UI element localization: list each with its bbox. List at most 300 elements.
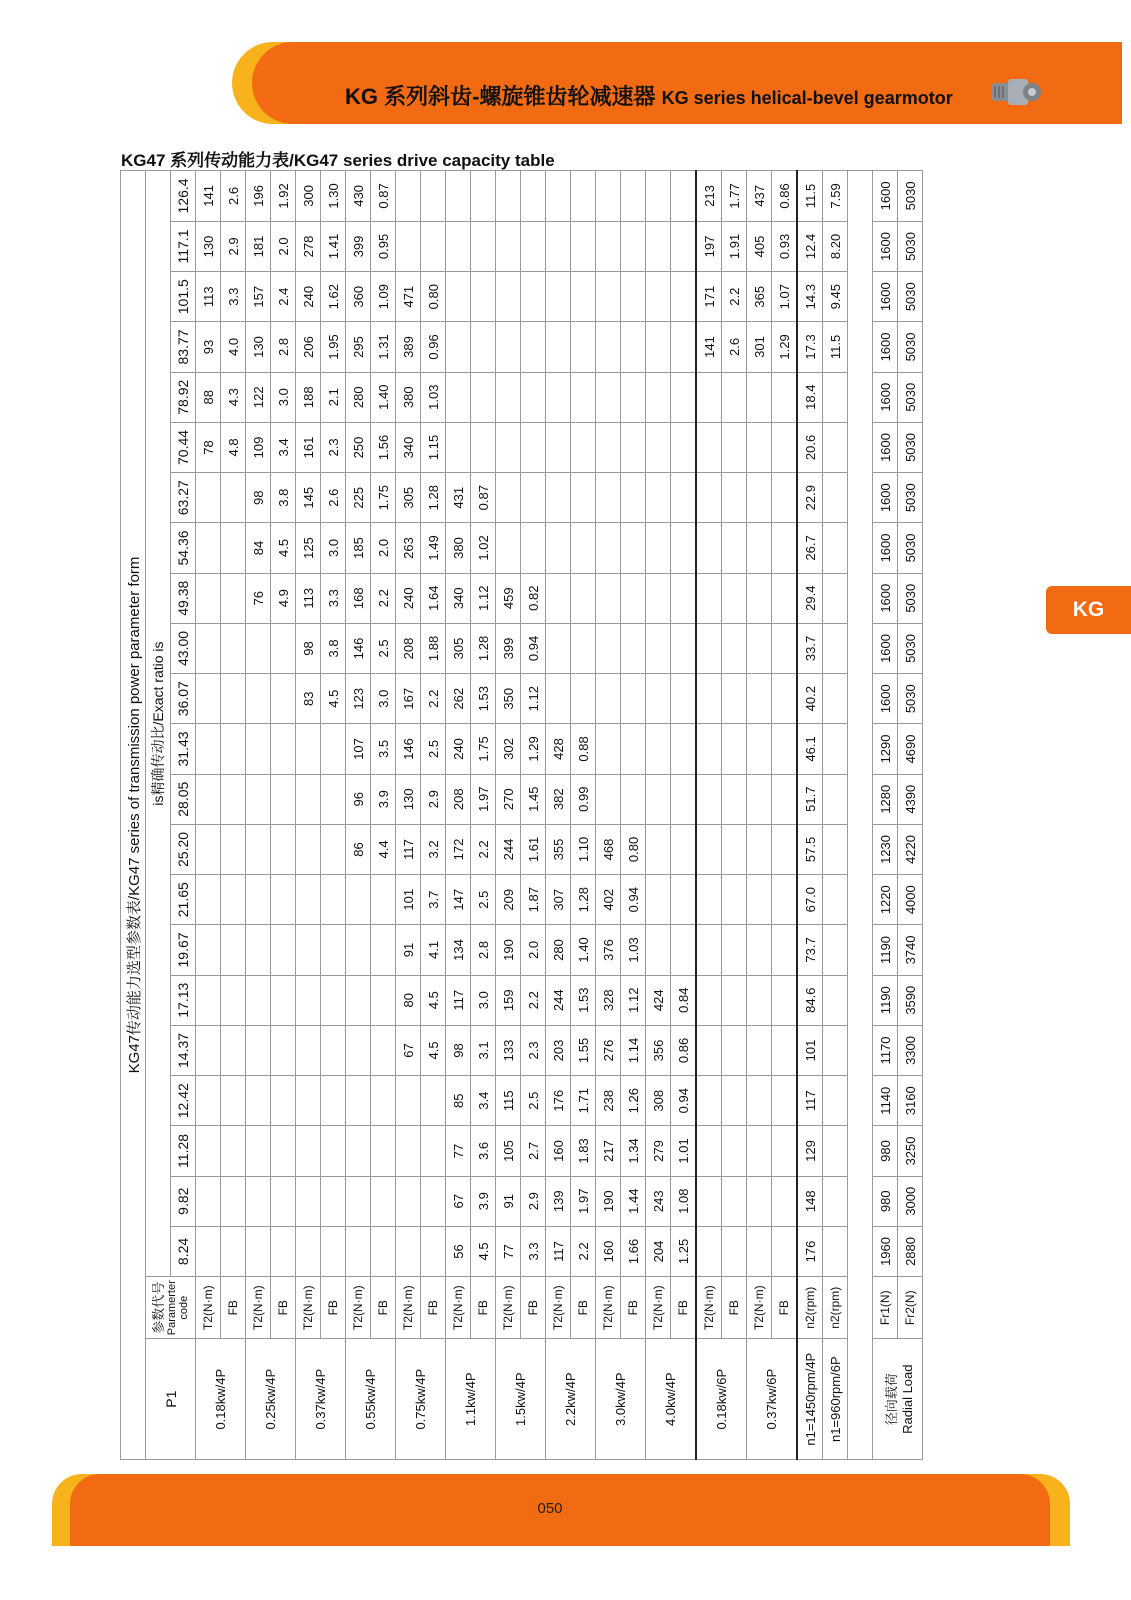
value-cell: [621, 724, 646, 774]
value-cell: [621, 573, 646, 623]
value-cell: [596, 774, 621, 824]
value-cell: 3.6: [471, 1126, 496, 1176]
value-cell: [546, 422, 571, 472]
value-cell: [421, 1226, 446, 1276]
value-cell: [246, 824, 271, 874]
value-cell: [271, 724, 296, 774]
value-cell: [521, 272, 546, 322]
value-cell: 2.0: [371, 523, 396, 573]
speed-value-cell: 148: [797, 1176, 823, 1226]
value-cell: 217: [596, 1126, 621, 1176]
radial-value-cell: 5030: [898, 422, 923, 472]
value-cell: 280: [346, 372, 371, 422]
value-cell: [571, 322, 596, 372]
value-cell: 399: [496, 623, 521, 673]
value-cell: 2.2: [722, 272, 747, 322]
value-cell: 2.2: [371, 573, 396, 623]
value-cell: [221, 523, 246, 573]
value-cell: [246, 1025, 271, 1075]
radial-value-cell: 1600: [873, 422, 898, 472]
radial-value-cell: 5030: [898, 372, 923, 422]
parameter-code-cell: T2(N·m): [747, 1277, 772, 1339]
value-cell: 0.94: [521, 623, 546, 673]
value-cell: [321, 1126, 346, 1176]
radial-load-label: [873, 1339, 923, 1460]
value-cell: 1.53: [571, 975, 596, 1025]
value-cell: 91: [396, 925, 421, 975]
radial-value-cell: 1290: [873, 724, 898, 774]
value-cell: [722, 824, 747, 874]
value-cell: 2.6: [221, 171, 246, 222]
value-cell: 280: [546, 925, 571, 975]
value-cell: 1.53: [471, 674, 496, 724]
value-cell: 4.5: [421, 1025, 446, 1075]
value-cell: 1.07: [772, 272, 798, 322]
value-cell: 1.29: [521, 724, 546, 774]
speed-value-cell: [823, 573, 848, 623]
value-cell: [296, 975, 321, 1025]
value-cell: 4.5: [471, 1226, 496, 1276]
value-cell: 1.31: [371, 322, 396, 372]
radial-value-cell: 1600: [873, 573, 898, 623]
value-cell: 1.09: [371, 272, 396, 322]
radial-value-cell: 1170: [873, 1025, 898, 1075]
value-cell: [221, 925, 246, 975]
value-cell: 84: [246, 523, 271, 573]
speed-value-cell: [823, 473, 848, 523]
radial-value-cell: 3590: [898, 975, 923, 1025]
parameter-code-cell: FB: [571, 1277, 596, 1339]
value-cell: [221, 875, 246, 925]
value-cell: [471, 322, 496, 372]
ratio-cell: 21.65: [171, 875, 196, 925]
parameter-code-cell: FB: [722, 1277, 747, 1339]
value-cell: [671, 422, 697, 472]
value-cell: 1.45: [521, 774, 546, 824]
value-cell: 2.5: [371, 623, 396, 673]
radial-value-cell: 1600: [873, 322, 898, 372]
value-cell: 117: [546, 1226, 571, 1276]
value-cell: [396, 1176, 421, 1226]
value-cell: 1.14: [621, 1025, 646, 1075]
ratio-cell: 126.4: [171, 171, 196, 222]
value-cell: [772, 674, 798, 724]
motor-power-cell: 0.18kw/6P: [696, 1339, 747, 1460]
value-cell: 0.94: [671, 1076, 697, 1126]
value-cell: [646, 925, 671, 975]
value-cell: 1.34: [621, 1126, 646, 1176]
value-cell: [646, 824, 671, 874]
radial-value-cell: 1600: [873, 221, 898, 271]
value-cell: [246, 774, 271, 824]
header-title-cn: KG 系列斜齿-螺旋锥齿轮减速器: [345, 84, 656, 109]
value-cell: 1.87: [521, 875, 546, 925]
radial-value-cell: 1230: [873, 824, 898, 874]
value-cell: [246, 1226, 271, 1276]
value-cell: 83: [296, 674, 321, 724]
value-cell: [371, 1076, 396, 1126]
value-cell: 1.28: [571, 875, 596, 925]
value-cell: 96: [346, 774, 371, 824]
value-cell: 437: [747, 171, 772, 222]
speed-value-cell: [823, 824, 848, 874]
value-cell: [346, 925, 371, 975]
value-cell: 101: [396, 875, 421, 925]
value-cell: 3.8: [321, 623, 346, 673]
value-cell: [571, 523, 596, 573]
value-cell: [421, 221, 446, 271]
value-cell: [671, 623, 697, 673]
value-cell: [596, 573, 621, 623]
value-cell: [546, 473, 571, 523]
value-cell: 240: [396, 573, 421, 623]
value-cell: [621, 422, 646, 472]
value-cell: 130: [246, 322, 271, 372]
value-cell: 1.03: [621, 925, 646, 975]
speed-value-cell: 8.20: [823, 221, 848, 271]
value-cell: [671, 824, 697, 874]
value-cell: [696, 925, 722, 975]
value-cell: [496, 473, 521, 523]
value-cell: 145: [296, 473, 321, 523]
value-cell: [621, 272, 646, 322]
value-cell: [596, 272, 621, 322]
value-cell: 147: [446, 875, 471, 925]
value-cell: [722, 1176, 747, 1226]
value-cell: 1.12: [471, 573, 496, 623]
ratio-cell: 17.13: [171, 975, 196, 1025]
value-cell: [321, 1176, 346, 1226]
ratio-cell: 78.92: [171, 372, 196, 422]
input-speed-cell: n1=1450rpm/4P: [797, 1339, 823, 1460]
value-cell: [196, 975, 221, 1025]
gearmotor-icon: [990, 73, 1042, 113]
value-cell: 2.2: [521, 975, 546, 1025]
value-cell: [722, 1126, 747, 1176]
radial-value-cell: 3740: [898, 925, 923, 975]
value-cell: 1.29: [772, 322, 798, 372]
parameter-code-cell: T2(N·m): [296, 1277, 321, 1339]
radial-value-cell: 5030: [898, 473, 923, 523]
value-cell: [521, 322, 546, 372]
value-cell: 109: [246, 422, 271, 472]
value-cell: [521, 171, 546, 222]
value-cell: [722, 1226, 747, 1276]
value-cell: 2.6: [321, 473, 346, 523]
parameter-code-cell: FB: [521, 1277, 546, 1339]
radial-value-cell: 1600: [873, 473, 898, 523]
value-cell: 4.9: [271, 573, 296, 623]
speed-value-cell: [823, 674, 848, 724]
speed-value-cell: [823, 724, 848, 774]
value-cell: [772, 1025, 798, 1075]
value-cell: 1.55: [571, 1025, 596, 1075]
radial-value-cell: 1600: [873, 623, 898, 673]
value-cell: 468: [596, 824, 621, 874]
speed-value-cell: 51.7: [797, 774, 823, 824]
value-cell: 240: [296, 272, 321, 322]
speed-value-cell: [823, 1076, 848, 1126]
value-cell: [546, 171, 571, 222]
value-cell: 146: [346, 623, 371, 673]
speed-value-cell: [823, 975, 848, 1025]
value-cell: [596, 322, 621, 372]
value-cell: 113: [196, 272, 221, 322]
value-cell: 2.1: [321, 372, 346, 422]
value-cell: [221, 1126, 246, 1176]
value-cell: 2.8: [271, 322, 296, 372]
value-cell: [747, 875, 772, 925]
value-cell: 3.0: [371, 674, 396, 724]
value-cell: 1.12: [521, 674, 546, 724]
value-cell: 380: [396, 372, 421, 422]
value-cell: [722, 473, 747, 523]
value-cell: 3.4: [271, 422, 296, 472]
value-cell: [221, 1025, 246, 1075]
value-cell: [571, 272, 596, 322]
value-cell: 0.99: [571, 774, 596, 824]
motor-power-cell: 4.0kw/4P: [646, 1339, 697, 1460]
value-cell: 0.94: [621, 875, 646, 925]
value-cell: 2.8: [471, 925, 496, 975]
parameter-code-cell: n2(rpm): [797, 1277, 823, 1339]
parameter-code-cell: T2(N·m): [546, 1277, 571, 1339]
value-cell: 117: [396, 824, 421, 874]
value-cell: [646, 422, 671, 472]
value-cell: 2.2: [421, 674, 446, 724]
speed-value-cell: 117: [797, 1076, 823, 1126]
value-cell: 243: [646, 1176, 671, 1226]
value-cell: [371, 1025, 396, 1075]
value-cell: 1.25: [671, 1226, 697, 1276]
value-cell: [196, 1126, 221, 1176]
value-cell: 98: [296, 623, 321, 673]
value-cell: [221, 473, 246, 523]
value-cell: 2.5: [421, 724, 446, 774]
speed-value-cell: 57.5: [797, 824, 823, 874]
parameter-code-cell: FB: [421, 1277, 446, 1339]
value-cell: 2.6: [722, 322, 747, 372]
value-cell: [321, 724, 346, 774]
value-cell: [446, 171, 471, 222]
value-cell: [271, 824, 296, 874]
value-cell: 93: [196, 322, 221, 372]
ratio-cell: 43.00: [171, 623, 196, 673]
rotated-table: [120, 170, 982, 1460]
speed-value-cell: [823, 875, 848, 925]
value-cell: 139: [546, 1176, 571, 1226]
value-cell: [747, 674, 772, 724]
value-cell: 122: [246, 372, 271, 422]
value-cell: [671, 473, 697, 523]
code-header-cn: 参数代号: [150, 1281, 166, 1334]
section-tab[interactable]: KG: [1046, 586, 1131, 634]
value-cell: [696, 1025, 722, 1075]
value-cell: 276: [596, 1025, 621, 1075]
value-cell: 2.3: [321, 422, 346, 472]
value-cell: [271, 1176, 296, 1226]
parameter-code-header: [146, 1277, 196, 1339]
value-cell: [246, 674, 271, 724]
value-cell: 424: [646, 975, 671, 1025]
value-cell: 1.75: [371, 473, 396, 523]
value-cell: 376: [596, 925, 621, 975]
value-cell: [421, 1126, 446, 1176]
value-cell: 208: [446, 774, 471, 824]
value-cell: [671, 724, 697, 774]
value-cell: 1.64: [421, 573, 446, 623]
value-cell: [371, 975, 396, 1025]
speed-value-cell: 26.7: [797, 523, 823, 573]
value-cell: 141: [696, 322, 722, 372]
value-cell: 181: [246, 221, 271, 271]
value-cell: 160: [596, 1226, 621, 1276]
speed-value-cell: 176: [797, 1226, 823, 1276]
value-cell: [196, 1076, 221, 1126]
value-cell: [221, 1176, 246, 1226]
value-cell: [646, 171, 671, 222]
value-cell: 208: [396, 623, 421, 673]
value-cell: [446, 372, 471, 422]
ratio-cell: 63.27: [171, 473, 196, 523]
value-cell: 0.82: [521, 573, 546, 623]
document-title: KG47 系列传动能力表/KG47 series drive capacity table: [121, 151, 555, 170]
value-cell: 3.0: [321, 523, 346, 573]
value-cell: [221, 1226, 246, 1276]
value-cell: 3.3: [221, 272, 246, 322]
value-cell: [371, 1226, 396, 1276]
value-cell: [196, 523, 221, 573]
value-cell: 1.12: [621, 975, 646, 1025]
speed-value-cell: 129: [797, 1126, 823, 1176]
value-cell: 430: [346, 171, 371, 222]
value-cell: [621, 523, 646, 573]
value-cell: [496, 272, 521, 322]
value-cell: [772, 523, 798, 573]
value-cell: 244: [546, 975, 571, 1025]
value-cell: [321, 975, 346, 1025]
value-cell: [321, 824, 346, 874]
ratio-cell: 49.38: [171, 573, 196, 623]
value-cell: 204: [646, 1226, 671, 1276]
header-title-en: KG series helical-bevel gearmotor: [661, 88, 953, 108]
value-cell: 250: [346, 422, 371, 472]
capacity-table-container: [120, 170, 982, 1460]
drive-capacity-table: [120, 170, 923, 1460]
value-cell: [546, 674, 571, 724]
radial-value-cell: 5030: [898, 171, 923, 222]
value-cell: 1.15: [421, 422, 446, 472]
value-cell: [772, 1176, 798, 1226]
radial-value-cell: 4690: [898, 724, 923, 774]
value-cell: [496, 171, 521, 222]
speed-value-cell: [823, 774, 848, 824]
value-cell: [772, 573, 798, 623]
value-cell: [671, 925, 697, 975]
speed-value-cell: 67.0: [797, 875, 823, 925]
value-cell: [371, 875, 396, 925]
value-cell: 91: [496, 1176, 521, 1226]
value-cell: [246, 975, 271, 1025]
value-cell: 365: [747, 272, 772, 322]
speed-value-cell: 11.5: [797, 171, 823, 222]
value-cell: 308: [646, 1076, 671, 1126]
value-cell: [371, 1126, 396, 1176]
value-cell: 88: [196, 372, 221, 422]
motor-power-cell: 0.37kw/4P: [296, 1339, 346, 1460]
ratio-cell: 25.20: [171, 824, 196, 874]
value-cell: 350: [496, 674, 521, 724]
value-cell: 2.9: [521, 1176, 546, 1226]
input-speed-cell: n1=960rpm/6P: [823, 1339, 848, 1460]
motor-power-cell: 0.25kw/4P: [246, 1339, 296, 1460]
value-cell: [671, 774, 697, 824]
ratio-cell: 12.42: [171, 1076, 196, 1126]
value-cell: [671, 674, 697, 724]
parameter-code-cell: T2(N·m): [346, 1277, 371, 1339]
value-cell: [596, 724, 621, 774]
speed-value-cell: [823, 1126, 848, 1176]
value-cell: 203: [546, 1025, 571, 1075]
value-cell: 117: [446, 975, 471, 1025]
value-cell: [321, 1076, 346, 1126]
value-cell: [772, 724, 798, 774]
value-cell: 1.40: [571, 925, 596, 975]
table-gap: [848, 171, 873, 1460]
value-cell: [696, 573, 722, 623]
value-cell: [196, 573, 221, 623]
radial-value-cell: 1220: [873, 875, 898, 925]
radial-value-cell: 1600: [873, 523, 898, 573]
radial-value-cell: 5030: [898, 221, 923, 271]
value-cell: 0.88: [571, 724, 596, 774]
value-cell: [671, 171, 697, 222]
value-cell: 77: [446, 1126, 471, 1176]
value-cell: 67: [446, 1176, 471, 1226]
value-cell: [496, 221, 521, 271]
value-cell: 431: [446, 473, 471, 523]
value-cell: 300: [296, 171, 321, 222]
value-cell: [646, 724, 671, 774]
value-cell: 0.87: [371, 171, 396, 222]
speed-value-cell: 20.6: [797, 422, 823, 472]
ratio-cell: 11.28: [171, 1126, 196, 1176]
parameter-code-cell: FB: [621, 1277, 646, 1339]
value-cell: [271, 925, 296, 975]
value-cell: [471, 272, 496, 322]
value-cell: [696, 1076, 722, 1126]
value-cell: [196, 1025, 221, 1075]
value-cell: [446, 422, 471, 472]
value-cell: [772, 1226, 798, 1276]
value-cell: [671, 322, 697, 372]
value-cell: 1.66: [621, 1226, 646, 1276]
value-cell: [396, 171, 421, 222]
value-cell: [471, 372, 496, 422]
parameter-code-cell: FB: [271, 1277, 296, 1339]
value-cell: [446, 272, 471, 322]
value-cell: 113: [296, 573, 321, 623]
value-cell: 167: [396, 674, 421, 724]
value-cell: [722, 674, 747, 724]
value-cell: 190: [596, 1176, 621, 1226]
value-cell: [596, 422, 621, 472]
value-cell: [221, 824, 246, 874]
value-cell: [646, 774, 671, 824]
value-cell: [196, 1176, 221, 1226]
value-cell: [772, 925, 798, 975]
value-cell: 3.4: [471, 1076, 496, 1126]
